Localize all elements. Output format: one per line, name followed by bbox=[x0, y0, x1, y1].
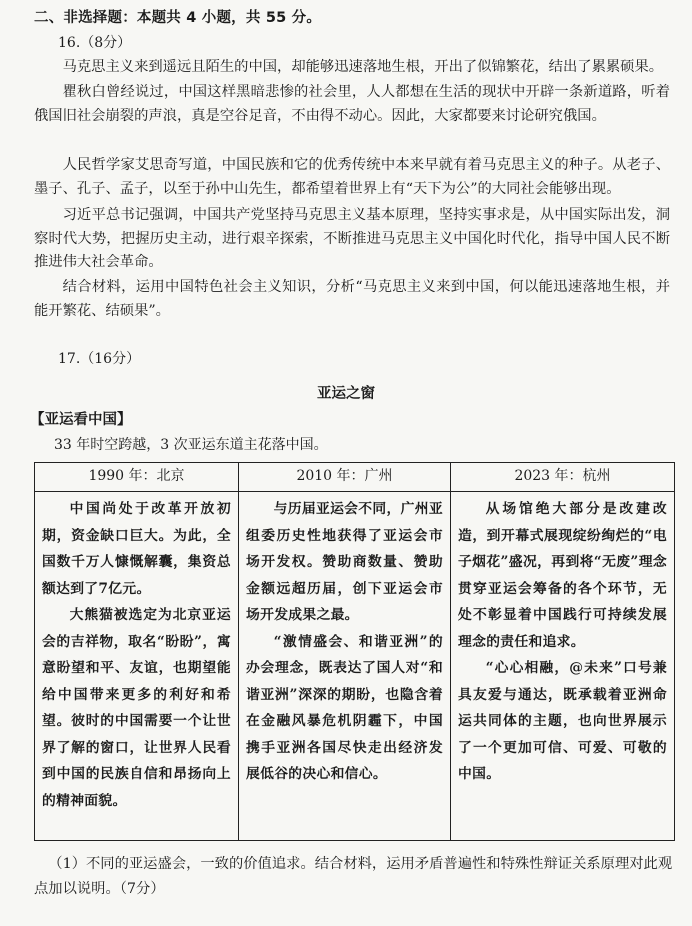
material-intro: 33 年时空跨越，3 次亚运东道主花落中国。 bbox=[54, 437, 328, 453]
cell-2023-p1: 从场馆绝大部分是改建改造，到开幕式展现绽纷绚烂的“电子烟花”盛况，再到将“无废”理念贯穿亚运会筹备的各个环节，无处不彰显着中国践行可持续发展理念的责任和追求。 bbox=[458, 501, 667, 650]
header-2010-guangzhou: 2010 年：广州 bbox=[239, 463, 451, 492]
q16-question: 结合材料，运用中国特色社会主义知识，分析“马克思主义来到中国，何以能迅速落地生根，并能开繁花、结硕果”。 bbox=[34, 279, 670, 319]
q16-paragraph-3: 人民哲学家艾思奇写道，中国民族和它的优秀传统中本来早就有着马克思主义的种子。从老子、墨子、孔子、孟子，以至于孙中山先生，都希望着世界上有“天下为公”的大同社会能够出现。 bbox=[34, 157, 670, 197]
cell-2010-p2: “激情盛会、和谐亚洲”的办会理念，既表达了国人对“和谐亚洲”深深的期盼，也隐含着在金融风暴危机阴霾下，中国携手亚洲各国尽快走出经济发展低谷的决心和信心。 bbox=[246, 633, 443, 782]
cell-1990-p2: 大熊猫被选定为北京亚运会的吉祥物，取名“盼盼”，寓意盼望和平、友谊，也期望能给中国带来更多的利好和希望。彼时的中国需要一个让世界了解的窗口，让世界人民看到中国的民族自信和昂扬向上的精神面貌。 bbox=[42, 607, 231, 809]
material-subtitle: 【亚运看中国】 bbox=[30, 412, 132, 428]
header-1990-beijing: 1990 年：北京 bbox=[35, 463, 239, 492]
header-2023-hangzhou: 2023 年：杭州 bbox=[451, 463, 675, 492]
cell-1990 bbox=[35, 492, 239, 841]
question-16-number: 16.（8分） bbox=[58, 35, 132, 51]
q16-paragraph-2: 瞿秋白曾经说过，中国这样黑暗悲惨的社会里，人人都想在生活的现状中开辟一条新道路，听着俄国旧社会崩裂的声浪，真是空谷足音，不由得不动心。因此，大家都要来讨论研究俄国。 bbox=[34, 84, 670, 124]
asian-games-table bbox=[34, 462, 675, 841]
cell-2023-p2: “心心相融，@未来”口号兼具友爱与通达，既承载着亚洲命运共同体的主题，也向世界展示了一个更加可信、可爱、可敬的中国。 bbox=[458, 660, 667, 782]
q16-paragraph-1: 马克思主义来到遥远且陌生的中国，却能够迅速落地生根，开出了似锦繁花，结出了累累硕果。 bbox=[62, 59, 664, 75]
material-title: 亚运之窗 bbox=[317, 386, 375, 402]
table-row bbox=[35, 492, 675, 841]
cell-1990-p1: 中国尚处于改革开放初期，资金缺口巨大。为此，全国数千万人慷慨解囊，集资总额达到了7亿元。 bbox=[42, 501, 231, 597]
q16-paragraph-4: 习近平总书记强调，中国共产党坚持马克思主义基本原理，坚持实事求是，从中国实际出发，洞察时代大势，把握历史主动，进行艰辛探索，不断推进马克思主义中国化时代化，指导中国人民不断推进伟大社会革命。 bbox=[34, 207, 670, 270]
section-title: 二、非选择题：本题共 4 小题，共 55 分。 bbox=[34, 10, 322, 26]
table-header-row bbox=[35, 463, 675, 492]
question-17-number: 17.（16分） bbox=[58, 351, 141, 367]
cell-2010 bbox=[239, 492, 451, 841]
cell-2010-p1: 与历届亚运会不同，广州亚组委历史性地获得了亚运会市场开发权。赞助商数量、赞助金额远超历届，创下亚运会市场开发成果之最。 bbox=[246, 501, 443, 623]
cell-2023 bbox=[451, 492, 675, 841]
q17-sub-question-1: （1）不同的亚运盛会，一致的价值追求。结合材料，运用矛盾普遍性和特殊性辩证关系原理对此观点加以说明。（7分） bbox=[34, 856, 673, 897]
